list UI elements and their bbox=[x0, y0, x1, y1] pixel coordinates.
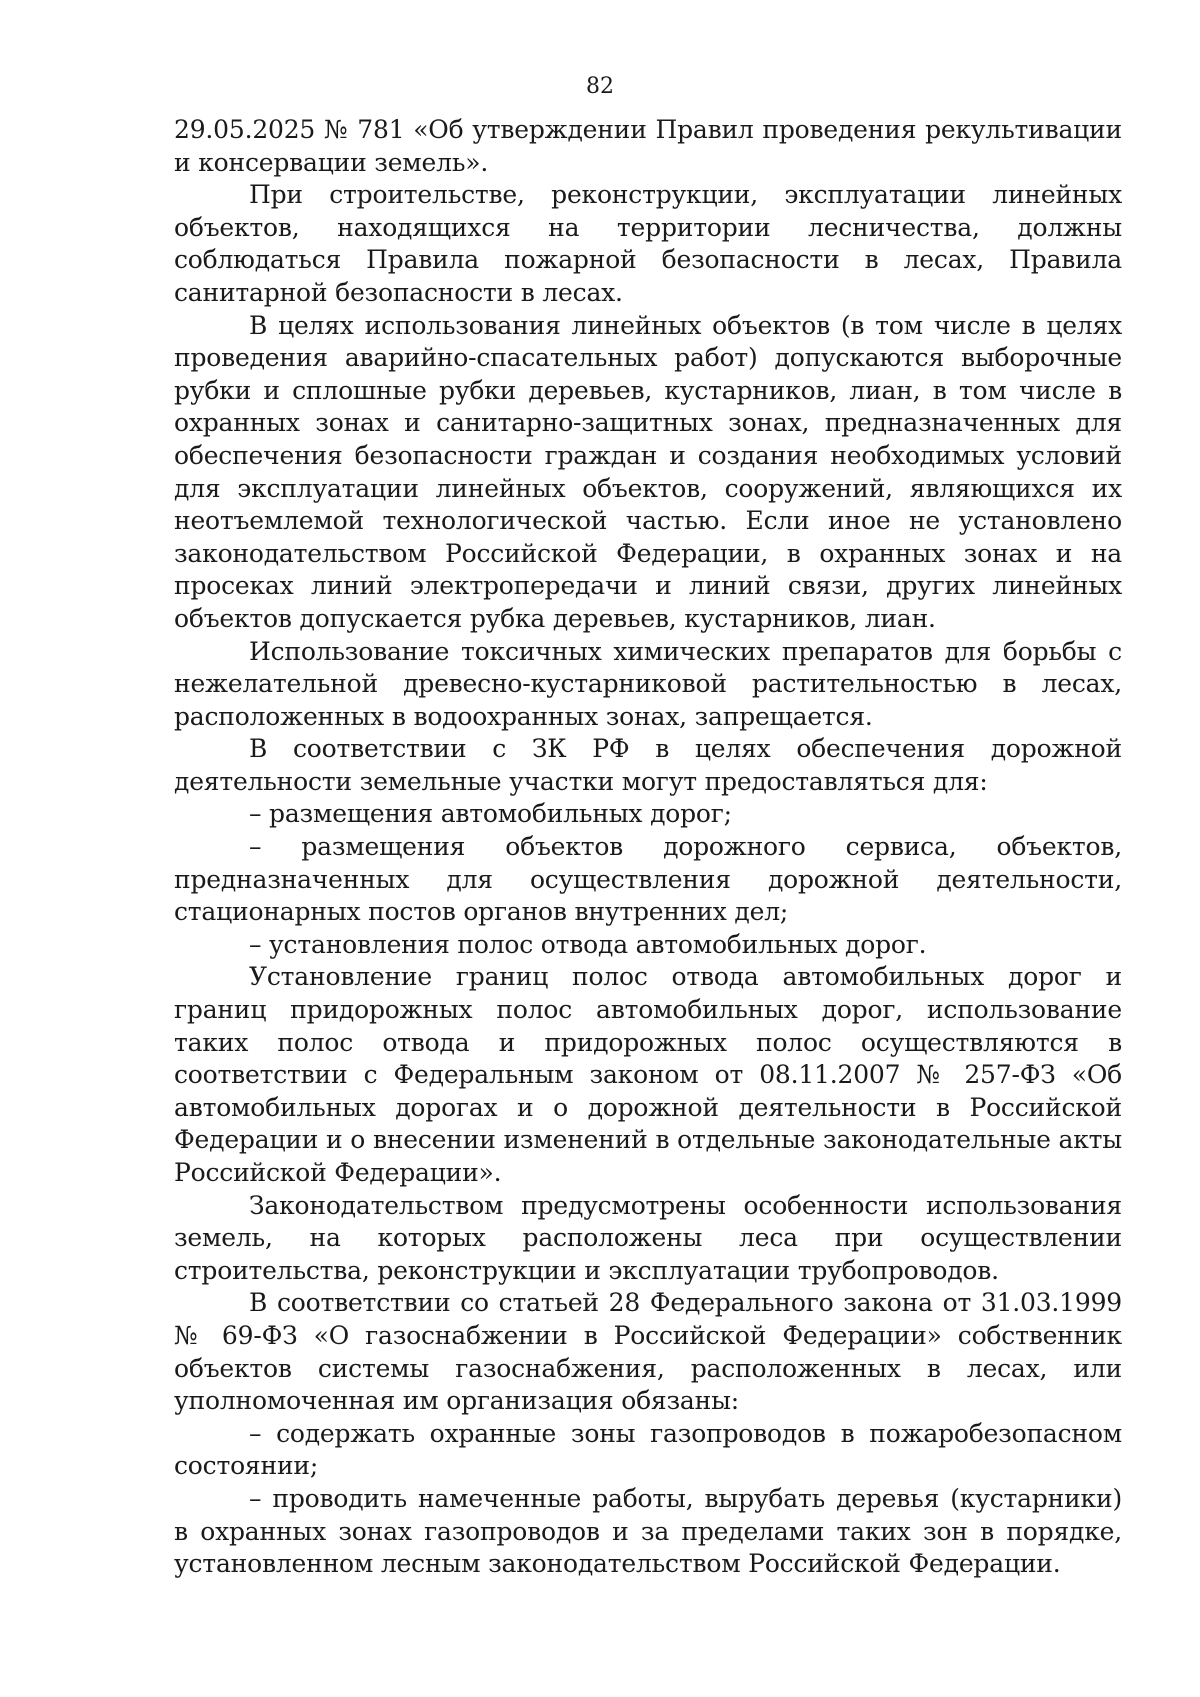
list-item: – размещения объектов дорожного сервиса, объектов, предназначенных для осуществления дорожной деятельности, стационарных постов органов внутренних дел; bbox=[174, 832, 1122, 927]
paragraph: Законодательством предусмотрены особенности использования земель, на которых расположены леса при осуществлении строительства, реконструкции и эксплуатации трубопроводов. bbox=[174, 1190, 1122, 1285]
list-item: – содержать охранные зоны газопроводов в пожаробезопасном состоянии; bbox=[174, 1418, 1122, 1481]
list-item: – установления полос отвода автомобильных дорог. bbox=[249, 929, 927, 959]
paragraph: В соответствии со статьей 28 Федерального закона от 31.03.1999 № 69-ФЗ «О газоснабжении в Российской Федерации» собственник объектов системы газоснабжения, расположенных в лесах, или уполномоченная им организация обязаны: bbox=[174, 1288, 1122, 1416]
paragraph: В соответствии с ЗК РФ в целях обеспечения дорожной деятельности земельные участки могут предоставляться для: bbox=[174, 734, 1122, 796]
document-body bbox=[174, 114, 1122, 1581]
paragraph: В целях использования линейных объектов (в том числе в целях проведения аварийно-спасательных работ) допускаются выборочные рубки и сплошные рубки деревьев, кустарников, лиан, в том числе в охранных зонах и санитарно-защитных зонах, предназначенных для обеспечения безопасности граждан и создания необходимых условий для эксплуатации линейных объектов, сооружений, являющихся их неотъемлемой технологической частью. Если иное не установлено законодательством Российской Федерации, в охранных зонах и на просеках линий электропередачи и линий связи, других линейных объектов допускается рубка деревьев, кустарников, лиан. bbox=[174, 310, 1122, 633]
paragraph: 29.05.2025 № 781 «Об утверждении Правил проведения рекультивации и консервации земель». bbox=[174, 115, 1122, 177]
paragraph: При строительстве, реконструкции, эксплуатации линейных объектов, находящихся на территории лесничества, должны соблюдаться Правила пожарной безопасности в лесах, Правила санитарной безопасности в лесах. bbox=[174, 180, 1122, 307]
paragraph: Установление границ полос отвода автомобильных дорог и границ придорожных полос автомобильных дорог, использование таких полос отвода и придорожных полос осуществляются в соответствии с Федеральным законом от 08.11.2007 № 257-ФЗ «Об автомобильных дорогах и о дорожной деятельности в Российской Федерации и о внесении изменений в отдельные законодательные акты Российской Федерации». bbox=[174, 962, 1122, 1187]
list-item: – проводить намеченные работы, вырубать деревья (кустарники) в охранных зонах газопроводов и за пределами таких зон в порядке, установленном лесным законодательством Российской Федерации. bbox=[174, 1483, 1122, 1579]
page-number: 82 bbox=[586, 74, 614, 99]
paragraph: Использование токсичных химических препаратов для борьбы с нежелательной древесно-кустарниковой растительностью в лесах, расположенных в водоохранных зонах, запрещается. bbox=[174, 636, 1122, 731]
list-item: – размещения автомобильных дорог; bbox=[249, 799, 732, 829]
